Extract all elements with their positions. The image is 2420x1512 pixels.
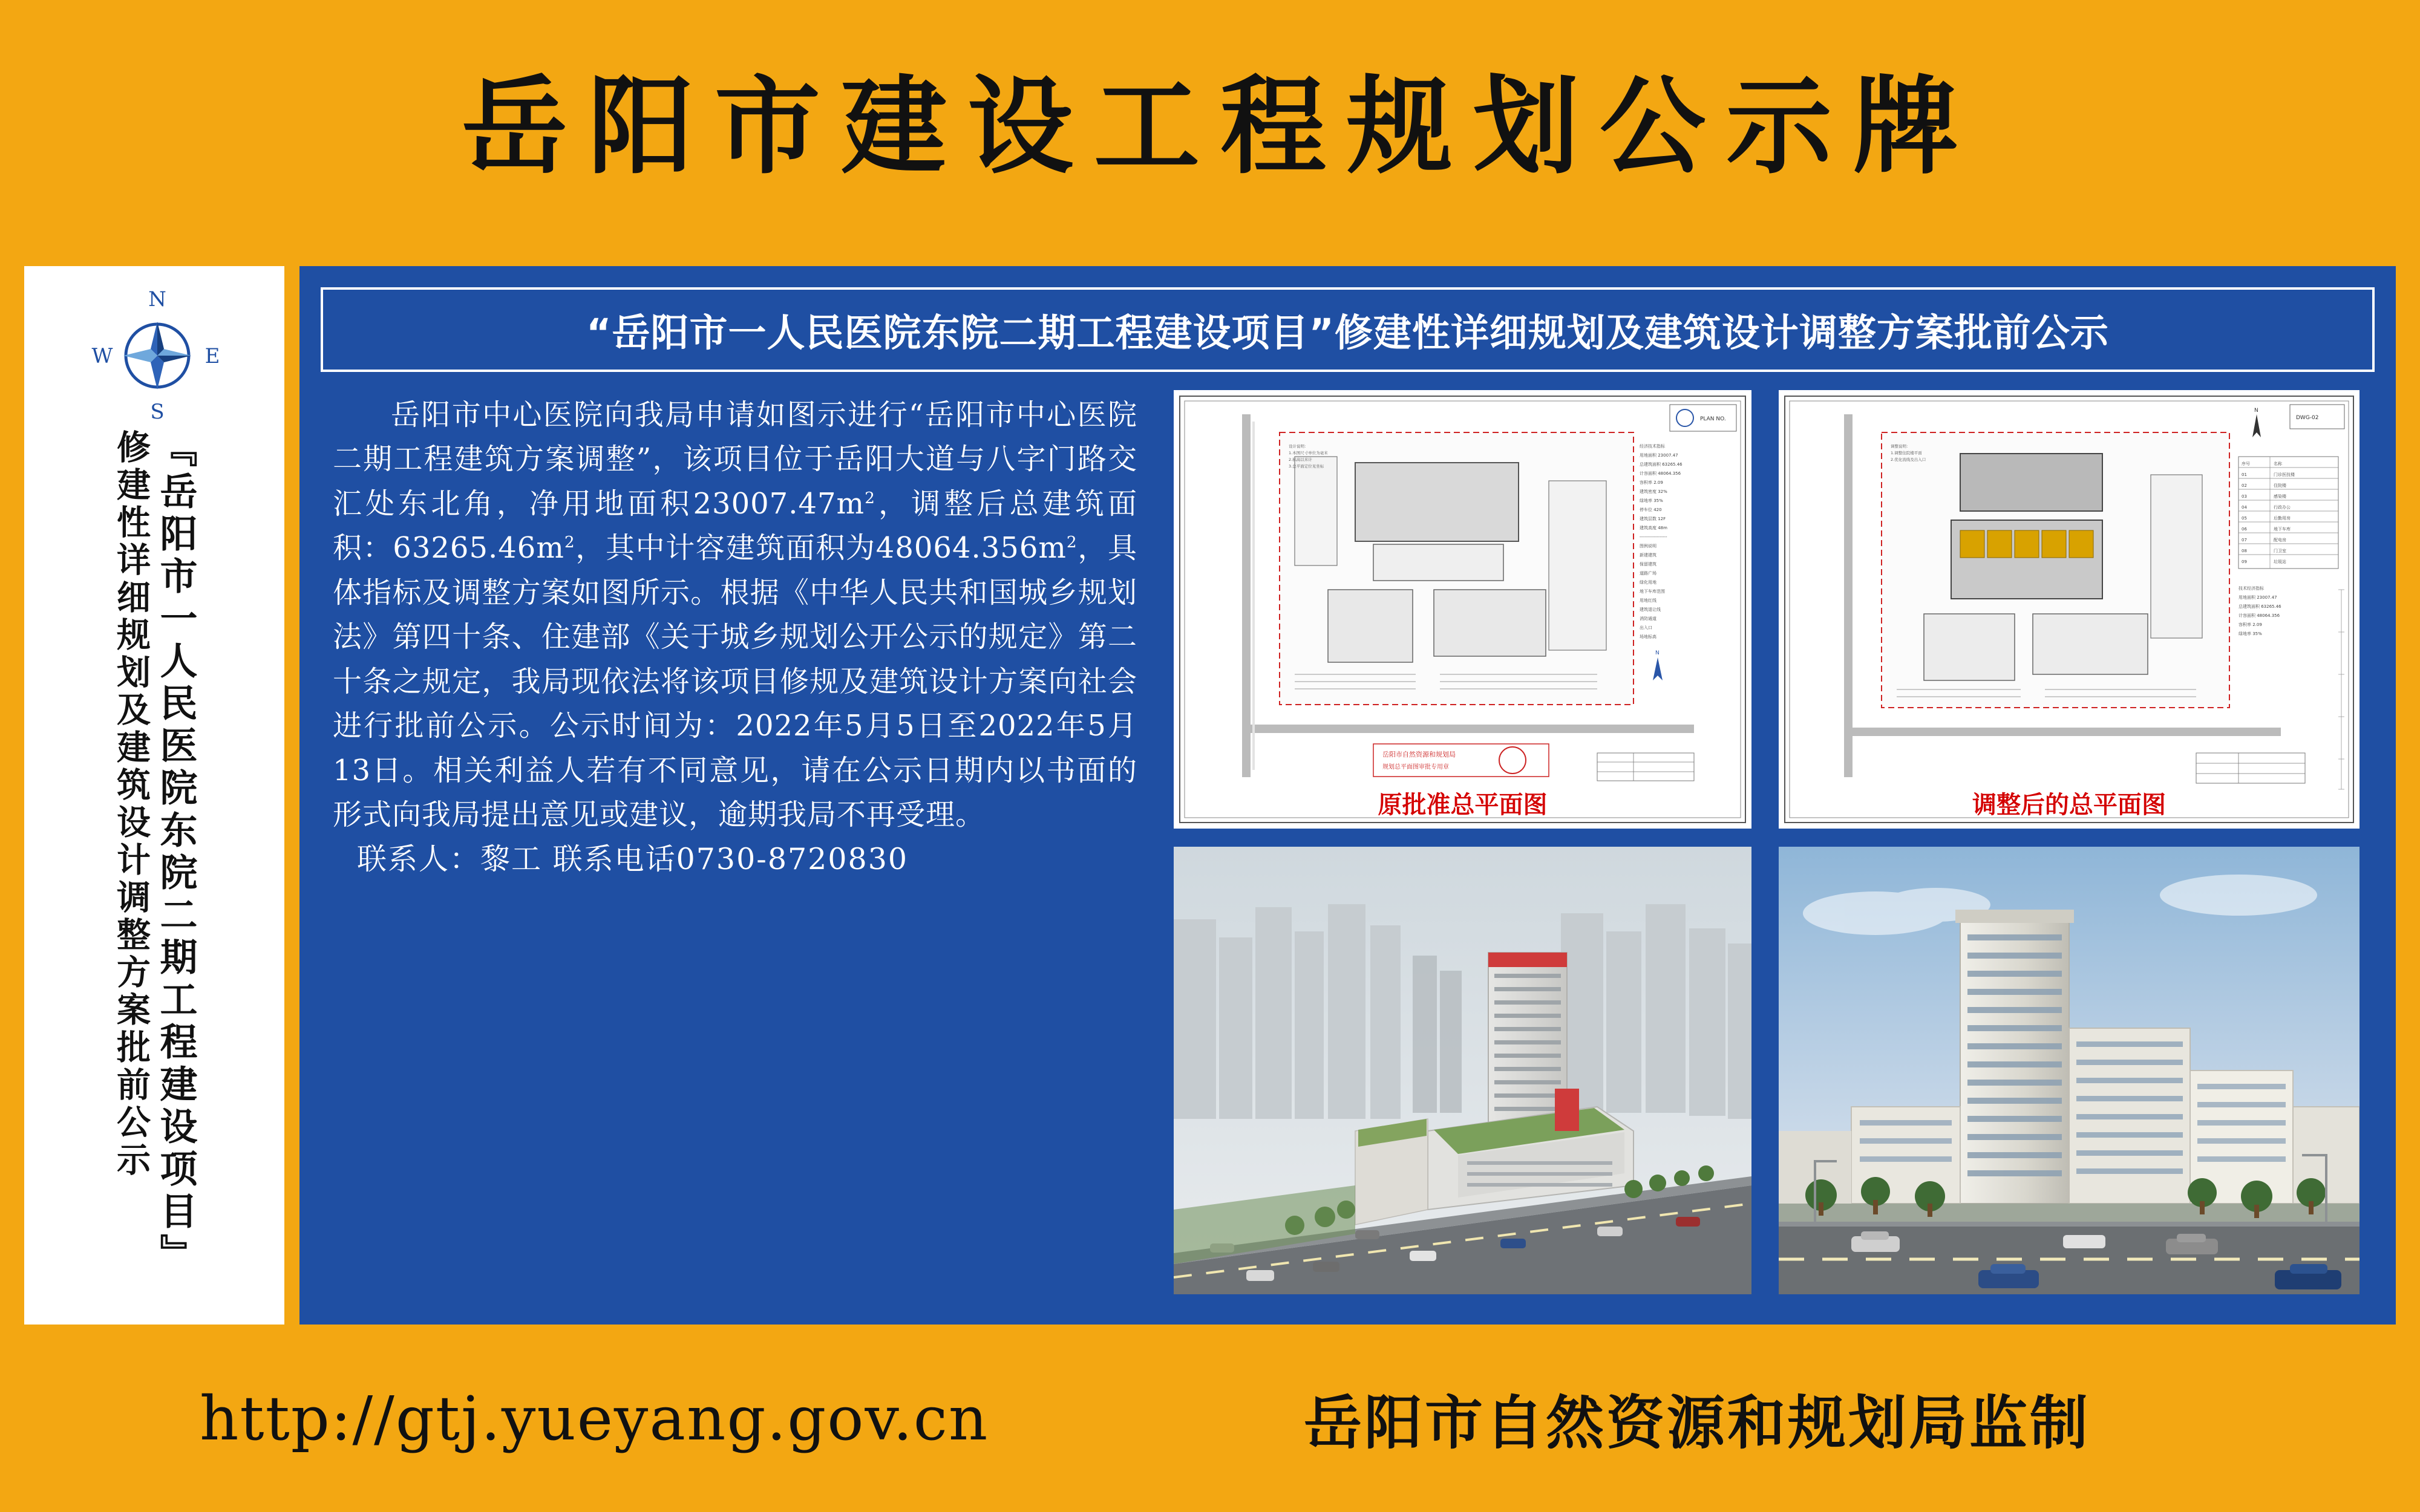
svg-text:调整说明：: 调整说明： — [1891, 444, 1911, 449]
vertical-title-sub: 修建性详细规划及建筑设计调整方案批前公示 — [111, 429, 151, 1179]
plan-original-caption: 原批准总平面图 — [1378, 791, 1548, 819]
svg-text:保留建筑: 保留建筑 — [1640, 562, 1656, 567]
svg-text:07: 07 — [2242, 538, 2247, 543]
svg-text:09: 09 — [2242, 559, 2247, 564]
svg-text:岳阳市自然资源和规划局: 岳阳市自然资源和规划局 — [1382, 751, 1456, 758]
svg-text:规划总平面图审批专用章: 规划总平面图审批专用章 — [1382, 764, 1449, 771]
svg-text:地下车库: 地下车库 — [2274, 527, 2291, 532]
svg-text:场地标高: 场地标高 — [1640, 634, 1656, 639]
footer-organization: 岳阳市自然资源和规划局监制 — [1304, 1388, 2090, 1457]
notice-paragraph — [333, 393, 1137, 837]
svg-text:------------------: ------------------ — [1640, 535, 1667, 539]
svg-text:05: 05 — [2242, 516, 2247, 521]
svg-text:用地面积 23007.47: 用地面积 23007.47 — [1640, 453, 1678, 458]
plan-adjusted-drawing — [1779, 390, 2360, 829]
svg-text:建筑高度 48m: 建筑高度 48m — [1640, 526, 1667, 530]
board-body — [24, 236, 2396, 1325]
svg-text:N: N — [2254, 408, 2258, 414]
svg-text:总建筑面积 63265.46: 总建筑面积 63265.46 — [2238, 604, 2281, 609]
vertical-title — [24, 429, 284, 1306]
svg-text:建筑层数 12F: 建筑层数 12F — [1640, 516, 1666, 521]
svg-text:道路广场: 道路广场 — [1640, 571, 1656, 576]
svg-text:2.标高以米计: 2.标高以米计 — [1289, 457, 1312, 462]
svg-text:计容面积 48064.356: 计容面积 48064.356 — [2238, 613, 2280, 618]
sup-2-b: 2 — [564, 533, 575, 552]
svg-text:02: 02 — [2242, 483, 2247, 488]
panel-title-box — [321, 287, 2375, 372]
svg-text:容积率 2.09: 容积率 2.09 — [1640, 480, 1663, 485]
svg-text:3.总平面定位见坐标: 3.总平面定位见坐标 — [1289, 464, 1324, 469]
board-footer — [0, 1325, 2420, 1512]
notice-text — [333, 393, 1137, 1294]
svg-text:1.调整住院楼平面: 1.调整住院楼平面 — [1891, 451, 1922, 455]
plan-original — [1174, 390, 1751, 829]
aerial-rendering-image — [1174, 847, 1751, 1294]
svg-text:绿地率 35%: 绿地率 35% — [2238, 631, 2262, 636]
svg-text:绿化用地: 绿化用地 — [1640, 580, 1656, 585]
vertical-title-main: 『岳阳市一人民医院东院二期工程建设项目』 — [154, 429, 198, 1276]
svg-text:计容面积 48064.356: 计容面积 48064.356 — [1640, 471, 1681, 476]
svg-text:配电房: 配电房 — [2274, 538, 2286, 543]
svg-text:PLAN NO.: PLAN NO. — [1700, 416, 1726, 422]
svg-text:建筑密度 32%: 建筑密度 32% — [1640, 489, 1667, 494]
svg-text:N: N — [1655, 650, 1660, 656]
page-title: 岳阳市建设工程规划公示牌 — [462, 65, 1979, 189]
svg-text:E: E — [204, 344, 220, 368]
svg-text:名称: 名称 — [2274, 461, 2282, 466]
svg-text:垃圾站: 垃圾站 — [2274, 559, 2286, 564]
svg-text:S: S — [150, 400, 165, 423]
svg-text:03: 03 — [2242, 494, 2247, 499]
svg-text:停车位 420: 停车位 420 — [1640, 507, 1662, 512]
svg-text:感染楼: 感染楼 — [2274, 494, 2286, 499]
svg-text:06: 06 — [2242, 527, 2247, 532]
notice-seg-2: ，调整后总建筑面积：63265.46m — [333, 486, 1137, 565]
svg-text:经济技术指标: 经济技术指标 — [1640, 444, 1665, 449]
svg-text:DWG-02: DWG-02 — [2296, 415, 2319, 421]
sup-2-a: 2 — [865, 488, 875, 507]
street-rendering — [1779, 847, 2360, 1294]
panel-title: “岳阳市一人民医院东院二期工程建设项目”修建性详细规划及建筑设计调整方案批前公示 — [586, 310, 2109, 355]
notice-seg-4: ，具体指标及调整方案如图所示。根据《中华人民共和国城乡规划法》第四十条、住建部《关于城乡规划公开公示的规定》第二十条之规定，我局现依法将该项目修规及建筑设计方案向社会进行批前公示。公示时间为：2022年5月5日至2022年5月13日。相关利益人若有不同意见，请在公示日期内以书面的形式向我局提出意见或建议，逾期我局不再受理。 — [333, 531, 1137, 832]
svg-text:N: N — [148, 287, 166, 311]
svg-text:总建筑面积 63265.46: 总建筑面积 63265.46 — [1640, 462, 1683, 467]
svg-text:容积率 2.09: 容积率 2.09 — [2238, 622, 2262, 627]
svg-text:建筑退让线: 建筑退让线 — [1640, 607, 1661, 612]
svg-text:设计说明：: 设计说明： — [1289, 444, 1309, 449]
notice-seg-1: 岳阳市中心医院向我局申请如图示进行“岳阳市中心医院二期工程建筑方案调整”，该项目位于岳阳大道与八字门路交汇处东北角，净用地面积23007.47m — [333, 398, 1137, 521]
svg-text:技术经济指标: 技术经济指标 — [2238, 586, 2264, 591]
compass-icon — [88, 284, 227, 423]
svg-text:用地红线: 用地红线 — [1640, 598, 1656, 603]
sup-2-c: 2 — [1066, 533, 1078, 552]
svg-text:2.优化流线及出入口: 2.优化流线及出入口 — [1891, 457, 1926, 462]
svg-text:绿地率 35%: 绿地率 35% — [1640, 498, 1663, 503]
svg-text:08: 08 — [2242, 549, 2247, 553]
svg-text:01: 01 — [2242, 472, 2247, 477]
footer-url[interactable]: http://gtj.yueyang.gov.cn — [200, 1383, 989, 1454]
plan-original-drawing — [1174, 390, 1751, 829]
svg-text:1.本图尺寸单位为毫米: 1.本图尺寸单位为毫米 — [1289, 451, 1328, 455]
svg-text:消防通道: 消防通道 — [1640, 616, 1656, 621]
aerial-rendering — [1174, 847, 1751, 1294]
svg-text:门诊医技楼: 门诊医技楼 — [2274, 472, 2295, 477]
svg-text:用地面积 23007.47: 用地面积 23007.47 — [2238, 595, 2277, 600]
plan-adjusted — [1779, 390, 2360, 829]
image-grid — [1174, 390, 2360, 1294]
svg-text:门卫室: 门卫室 — [2274, 549, 2286, 553]
svg-text:序号: 序号 — [2242, 461, 2250, 466]
left-column — [24, 266, 284, 1325]
svg-text:住院楼: 住院楼 — [2274, 483, 2286, 488]
contact-line: 联系人：黎工 联系电话0730-8720830 — [357, 842, 909, 877]
svg-text:新建建筑: 新建建筑 — [1640, 553, 1656, 558]
svg-text:图例说明: 图例说明 — [1640, 544, 1656, 549]
svg-text:04: 04 — [2242, 505, 2247, 510]
svg-text:W: W — [91, 344, 113, 368]
notice-panel — [299, 266, 2396, 1325]
street-rendering-image — [1779, 847, 2360, 1294]
notice-seg-3: ，其中计容建筑面积为48064.356m — [575, 531, 1067, 565]
plan-adjusted-caption: 调整后的总平面图 — [1972, 791, 2166, 819]
svg-text:行政办公: 行政办公 — [2274, 505, 2291, 510]
svg-text:后勤用房: 后勤用房 — [2274, 516, 2291, 521]
board-header — [0, 0, 2420, 236]
svg-text:出入口: 出入口 — [1640, 625, 1652, 630]
svg-text:地下车库范围: 地下车库范围 — [1640, 589, 1665, 594]
